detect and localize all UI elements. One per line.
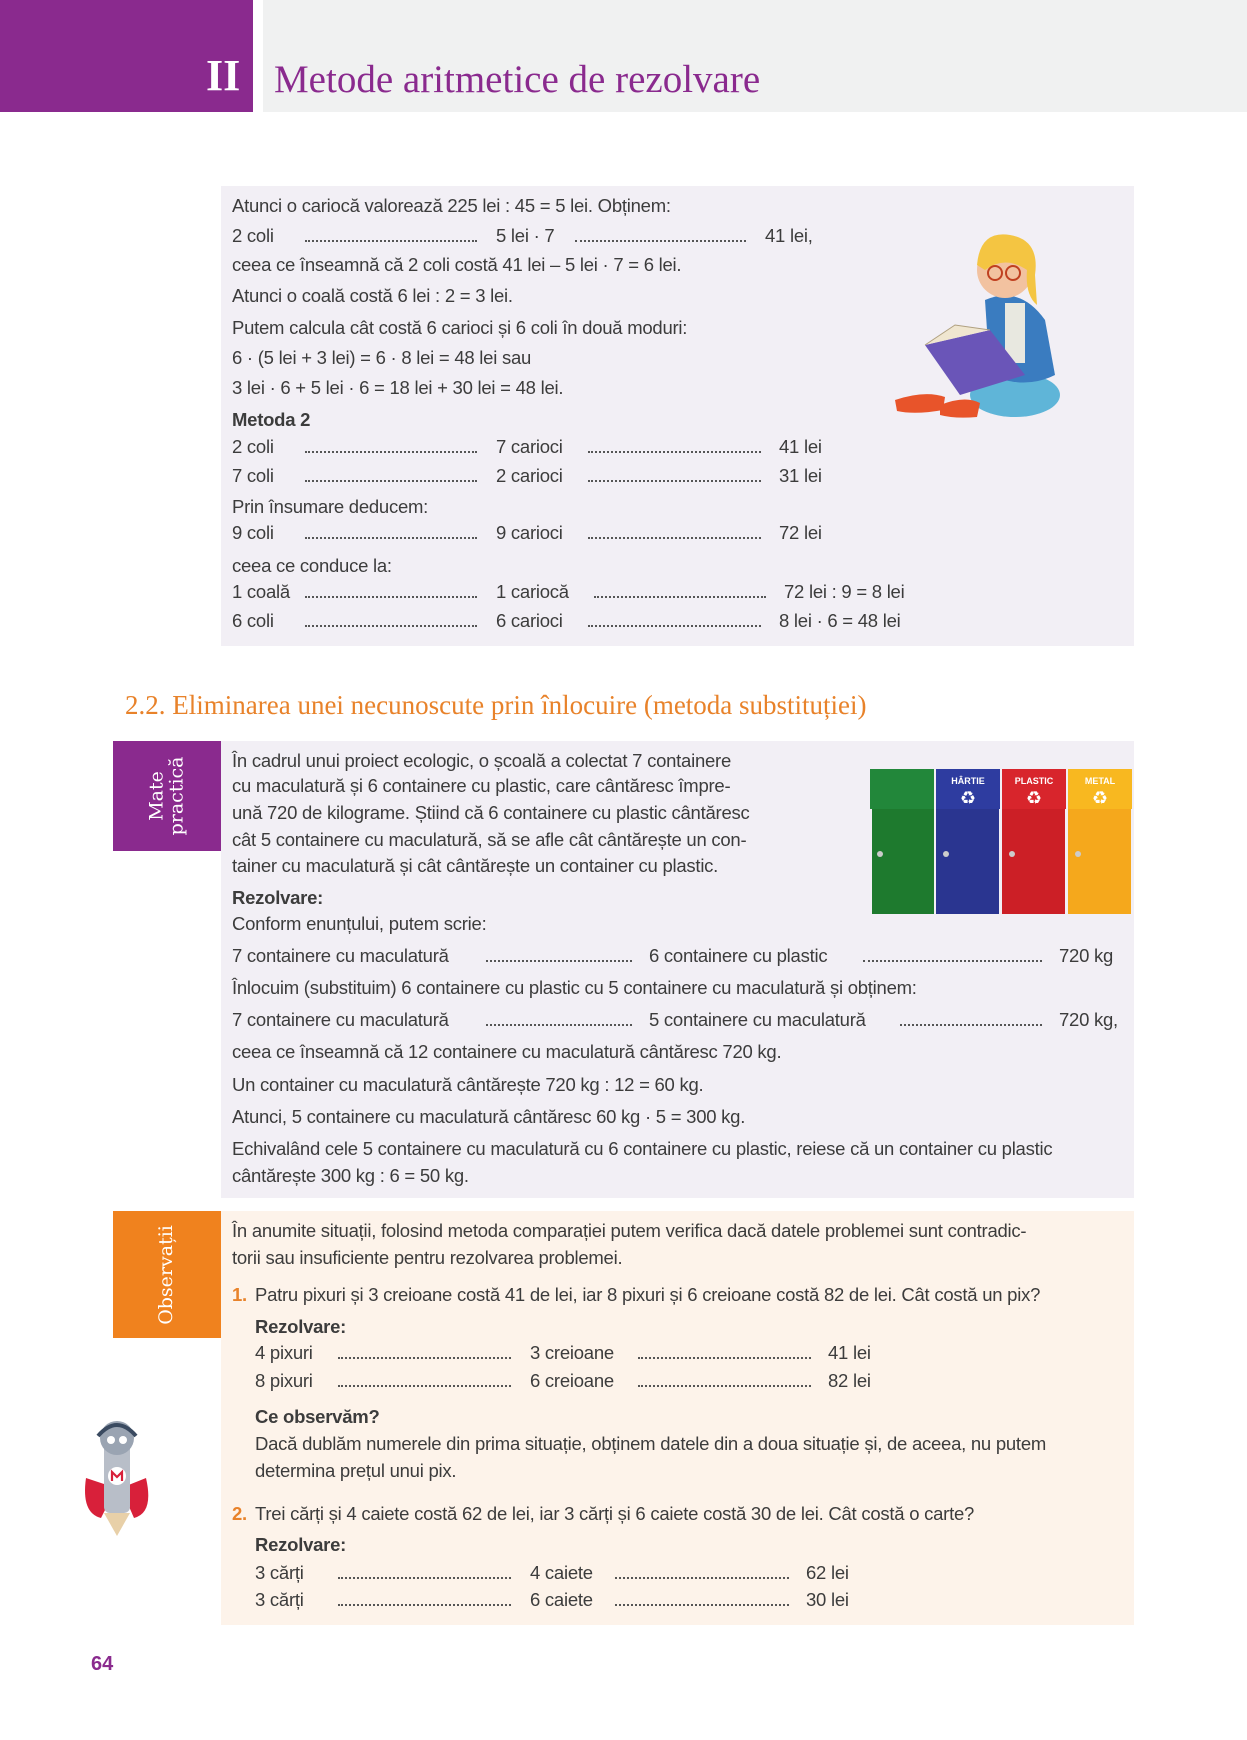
text-line: determina prețul unui pix.: [255, 1460, 457, 1481]
bin-label: HÂRTIE: [951, 776, 985, 786]
row-col1: 2 coli: [232, 436, 274, 457]
problem-text: cu maculatură și 6 containere cu plastic, care cântăresc împre-: [232, 775, 731, 796]
chapter-title: Metode aritmetice de rezolvare: [274, 58, 761, 101]
yellow-bin: [1068, 769, 1132, 914]
leader-dots: [305, 596, 477, 598]
solution-heading: Rezolvare:: [255, 1534, 347, 1555]
page-number: 64: [91, 1653, 114, 1675]
row-col2: 9 carioci: [496, 522, 563, 543]
recycle-icon: ♻: [1091, 788, 1109, 808]
row-col1: 7 coli: [232, 465, 274, 486]
text-line: Putem calcula cât costă 6 carioci și 6 coli în două moduri:: [232, 317, 688, 338]
bin-label: METAL: [1084, 776, 1116, 786]
tab-label: Observații: [155, 1224, 178, 1325]
row-col3: 8 lei · 6 = 48 lei: [779, 610, 901, 631]
leader-dots: [900, 1024, 1042, 1026]
text-line: cântărește 300 kg : 6 = 50 kg.: [232, 1165, 469, 1186]
leader-dots: [588, 625, 761, 627]
row-col3: 41 lei,: [765, 225, 813, 246]
row-col2: 6 containere cu plastic: [649, 945, 828, 966]
row-col2: 7 carioci: [496, 436, 563, 457]
row-col3: 72 lei : 9 = 8 lei: [784, 581, 905, 602]
text-line: Atunci, 5 containere cu maculatură cântăresc 60 kg · 5 = 300 kg.: [232, 1106, 746, 1127]
row-col3: 30 lei: [806, 1589, 849, 1610]
row-col1: 6 coli: [232, 610, 274, 631]
text-line: ceea ce înseamnă că 12 containere cu maculatură cântăresc 720 kg.: [232, 1041, 782, 1062]
text-line: Conform enunțului, putem scrie:: [232, 913, 487, 934]
observation-heading: Ce observăm?: [255, 1406, 380, 1427]
text-line: Echivalând cele 5 containere cu maculatură cu 6 containere cu plastic, reiese că un container cu plastic: [232, 1138, 1053, 1159]
leader-dots: [305, 240, 477, 242]
blue-bin: [936, 769, 1000, 914]
row-col2: 6 creioane: [530, 1370, 614, 1391]
row-col1: 3 cărți: [255, 1562, 304, 1583]
leader-dots: [588, 537, 761, 539]
red-bin: [1002, 769, 1066, 914]
row-col3: 41 lei: [779, 436, 822, 457]
text-line: ceea ce înseamnă că 2 coli costă 41 lei – 5 lei · 7 = 6 lei.: [232, 254, 682, 275]
leader-dots: [615, 1577, 789, 1579]
leader-dots: [588, 480, 761, 482]
text-line: Un container cu maculatură cântărește 720 kg : 12 = 60 kg.: [232, 1074, 704, 1095]
problem-number: 2.: [232, 1503, 247, 1524]
row-col2: 5 lei · 7: [496, 225, 555, 246]
leader-dots: [338, 1604, 511, 1606]
mate-practica-tab: [113, 741, 221, 851]
text-line: Înlocuim (substituim) 6 containere cu plastic cu 5 containere cu maculatură și obținem:: [232, 977, 917, 998]
leader-dots: [305, 537, 477, 539]
row-col1: 2 coli: [232, 225, 274, 246]
leader-dots: [486, 1024, 632, 1026]
leader-dots: [338, 1385, 511, 1387]
problem-text: Trei cărți și 4 caiete costă 62 de lei, iar 3 cărți și 6 caiete costă 30 de lei. Cât costă o carte?: [255, 1503, 975, 1524]
leader-dots: [638, 1357, 811, 1359]
green-bin: [870, 769, 934, 914]
leader-dots: [305, 625, 477, 627]
text-line: Prin însumare deducem:: [232, 496, 429, 517]
row-col1: 7 containere cu maculatură: [232, 945, 449, 966]
leader-dots: [486, 960, 632, 962]
row-col2: 1 cariocă: [496, 581, 569, 602]
leader-dots: [305, 451, 477, 453]
recycling-bins-illustration: [870, 765, 1132, 917]
leader-dots: [615, 1604, 789, 1606]
problem-text: Patru pixuri și 3 creioane costă 41 de lei, iar 8 pixuri și 6 creioane costă 82 de lei. Cât costă un pix?: [255, 1284, 1041, 1305]
text-line: 3 lei · 6 + 5 lei · 6 = 18 lei + 30 lei = 48 lei.: [232, 377, 564, 398]
problem-text: tainer cu maculatură și cât cântărește un container cu plastic.: [232, 855, 719, 876]
solution-heading: Rezolvare:: [232, 887, 324, 908]
row-col3: 31 lei: [779, 465, 822, 486]
row-col1: 3 cărți: [255, 1589, 304, 1610]
leader-dots: [338, 1577, 511, 1579]
leader-dots: [594, 596, 766, 598]
problem-text: ună 720 de kilograme. Știind că 6 containere cu plastic cântăresc: [232, 802, 750, 823]
row-col3: 720 kg: [1059, 945, 1114, 966]
girl-reading-illustration: [885, 225, 1075, 440]
solution-heading: Rezolvare:: [255, 1316, 347, 1337]
row-col2: 5 containere cu maculatură: [649, 1009, 866, 1030]
row-col1: 8 pixuri: [255, 1370, 313, 1391]
row-col2: 2 carioci: [496, 465, 563, 486]
text-line: Atunci o cariocă valorează 225 lei : 45 = 5 lei. Obținem:: [232, 195, 671, 216]
observatii-tab: [113, 1211, 221, 1338]
problem-text: cât 5 containere cu maculatură, să se afle cât cântărește un con-: [232, 829, 747, 850]
tab-label-line: Mate: [145, 771, 168, 821]
recycle-icon: ♻: [1025, 788, 1043, 808]
tab-label-line: practică: [165, 756, 187, 836]
row-col3: 41 lei: [828, 1342, 871, 1363]
row-col3: 62 lei: [806, 1562, 849, 1583]
text-line: În anumite situații, folosind metoda comparației putem verifica dacă datele problemei sunt contradic-: [232, 1220, 1027, 1241]
problem-text: În cadrul unui proiect ecologic, o școală a colectat 7 containere: [232, 750, 731, 771]
row-col1: 9 coli: [232, 522, 274, 543]
recycle-icon: ♻: [959, 788, 977, 808]
pencil-mascot-illustration: [76, 1418, 156, 1538]
leader-dots: [338, 1357, 511, 1359]
chapter-number: II: [206, 51, 241, 100]
text-line: Atunci o coală costă 6 lei : 2 = 3 lei.: [232, 285, 513, 306]
leader-dots: [575, 240, 746, 242]
row-col2: 3 creioane: [530, 1342, 614, 1363]
text-line: 6 · (5 lei + 3 lei) = 6 · 8 lei = 48 lei sau: [232, 347, 532, 368]
leader-dots: [638, 1385, 811, 1387]
leader-dots: [588, 451, 761, 453]
text-line: ceea ce conduce la:: [232, 555, 392, 576]
section-title: 2.2. Eliminarea unei necunoscute prin înlocuire (metoda substituției): [125, 690, 867, 720]
text-line: torii sau insuficiente pentru rezolvarea problemei.: [232, 1247, 623, 1268]
method-2-heading: Metoda 2: [232, 409, 311, 430]
leader-dots: [305, 480, 477, 482]
row-col2: 6 caiete: [530, 1589, 593, 1610]
row-col1: 4 pixuri: [255, 1342, 313, 1363]
row-col2: 4 caiete: [530, 1562, 593, 1583]
problem-number: 1.: [232, 1284, 247, 1305]
row-col3: 720 kg,: [1059, 1009, 1118, 1030]
leader-dots: [863, 960, 1042, 962]
text-line: Dacă dublăm numerele din prima situație, obținem datele din a doua situație și, de aceea, nu putem: [255, 1433, 1047, 1454]
row-col1: 1 coală: [232, 581, 290, 602]
row-col2: 6 carioci: [496, 610, 563, 631]
bin-label: PLASTIC: [1014, 776, 1054, 786]
row-col1: 7 containere cu maculatură: [232, 1009, 449, 1030]
row-col3: 72 lei: [779, 522, 822, 543]
row-col3: 82 lei: [828, 1370, 871, 1391]
